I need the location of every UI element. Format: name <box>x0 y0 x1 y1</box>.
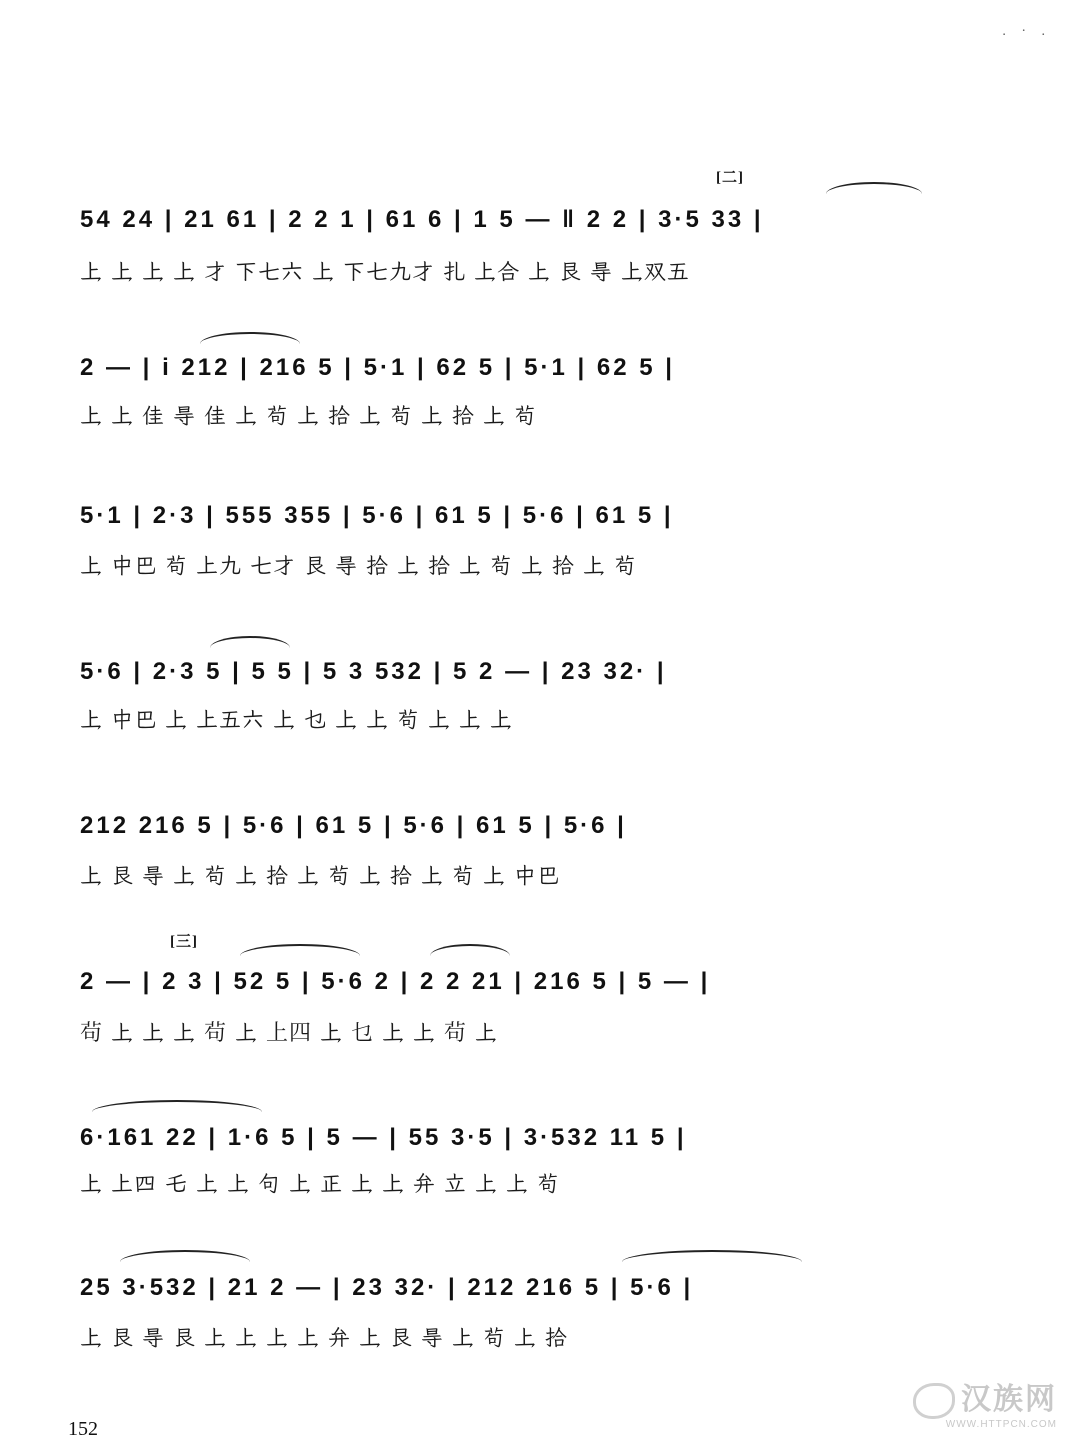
watermark <box>913 1374 1057 1430</box>
section-mark-2: [二] <box>716 170 744 186</box>
watermark-logo-icon <box>913 1383 955 1419</box>
notation-text: 2 — | 2 3 | 52 5 | 5·6 2 | 2 2 21 | 216 5 | 5 — | <box>80 968 711 995</box>
section-mark-3: [三] <box>170 934 198 950</box>
slur-arc <box>200 332 300 344</box>
notation-text: 6·161 22 | 1·6 5 | 5 — | 55 3·5 | 3·532 11 5 | <box>80 1124 687 1151</box>
corner-marks: . · . <box>1002 24 1051 39</box>
notation-line-1 <box>80 192 1010 252</box>
notation-text: 54 24 | 21 61 | 2 2 1 | 61 6 | 1 5 — ‖ 2 2 | 3·5 33 | <box>80 206 764 233</box>
notation-line-5 <box>80 798 1010 858</box>
tablature-text: 𪛚 艮 㝵 𪛚 茍 𪛚 拾 𪛚 茍 𪛚 拾 𪛚 茍 𪛚 中巴 <box>80 864 560 889</box>
tablature-line-8 <box>80 1318 1010 1366</box>
slur-arc <box>120 1250 250 1262</box>
tablature-text: 𪛚 𪛚 佳 㝵 佳 𪛚 茍 𪛚 拾 𪛚 茍 𪛚 拾 𪛚 茍 <box>80 404 537 429</box>
tablature-text: 𪛚 中巴 𪛚 上五六 𪛚 乜 𪛚 𪛚 茍 𪛚 𪛚 𪛚 <box>80 708 513 733</box>
tablature-line-4 <box>80 700 1010 748</box>
notation-line-4 <box>80 644 1010 704</box>
notation-text: 212 216 5 | 5·6 | 61 5 | 5·6 | 61 5 | 5·6 | <box>80 812 627 839</box>
notation-line-3 <box>80 488 1010 548</box>
slur-arc <box>622 1250 802 1262</box>
tablature-text: 𪛚 上四 乇 𪛚 𪛚 句 𪛚 正 𪛚 𪛚 弁 立 𪛚 𪛚 茍 <box>80 1172 560 1197</box>
tablature-line-7 <box>80 1164 1010 1212</box>
notation-text: 2 — | i 212 | 216 5 | 5·1 | 62 5 | 5·1 | 62 5 | <box>80 354 675 381</box>
tablature-line-1 <box>80 252 1010 300</box>
tablature-line-2 <box>80 396 1010 444</box>
slur-arc <box>826 182 922 194</box>
slur-arc <box>210 636 290 648</box>
notation-text: 25 3·532 | 21 2 — | 23 32· | 212 216 5 | 5·6 | <box>80 1274 694 1301</box>
slur-arc <box>430 944 510 956</box>
tablature-line-6 <box>80 1008 1010 1056</box>
notation-text: 5·1 | 2·3 | 555 355 | 5·6 | 61 5 | 5·6 | 61 5 | <box>80 502 674 529</box>
tablature-line-5 <box>80 856 1010 904</box>
watermark-text: 汉族网 <box>961 1382 1057 1416</box>
notation-line-6 <box>80 954 1010 1014</box>
slur-arc <box>240 944 360 956</box>
notation-line-8 <box>80 1260 1010 1320</box>
notation-line-7 <box>80 1110 1010 1170</box>
watermark-url: WWW.HTTPCN.COM <box>945 1419 1057 1430</box>
notation-line-2 <box>80 340 1010 400</box>
tablature-line-3 <box>80 546 1010 594</box>
page-number: 152 <box>68 1418 98 1440</box>
tablature-text: 𪛚 中巴 茍 上九 七才 艮 㝵 拾 𪛚 拾 𪛚 茍 𪛚 拾 𪛚 茍 <box>80 554 637 579</box>
tablature-text: 𪛚 艮 㝵 艮 𪛚 𪛚 𪛚 𪛚 弁 𪛚 艮 㝵 𪛚 茍 𪛚 拾 <box>80 1326 568 1351</box>
slur-arc <box>92 1100 262 1112</box>
notation-text: 5·6 | 2·3 5 | 5 5 | 5 3 532 | 5 2 — | 23 32· | <box>80 658 667 685</box>
tablature-text: 𪛚 𪛚 𪛚 𪛚 才 下七六 𪛚 下七九才 扎 𪛚合 𪛚 艮 㝵 𪛚双五 <box>80 260 690 285</box>
tablature-text: 茍 𪛚 𪛚 𪛚 茍 𪛚 上四 𪛚 乜 𪛚 𪛚 茍 𪛚 <box>80 1021 498 1046</box>
